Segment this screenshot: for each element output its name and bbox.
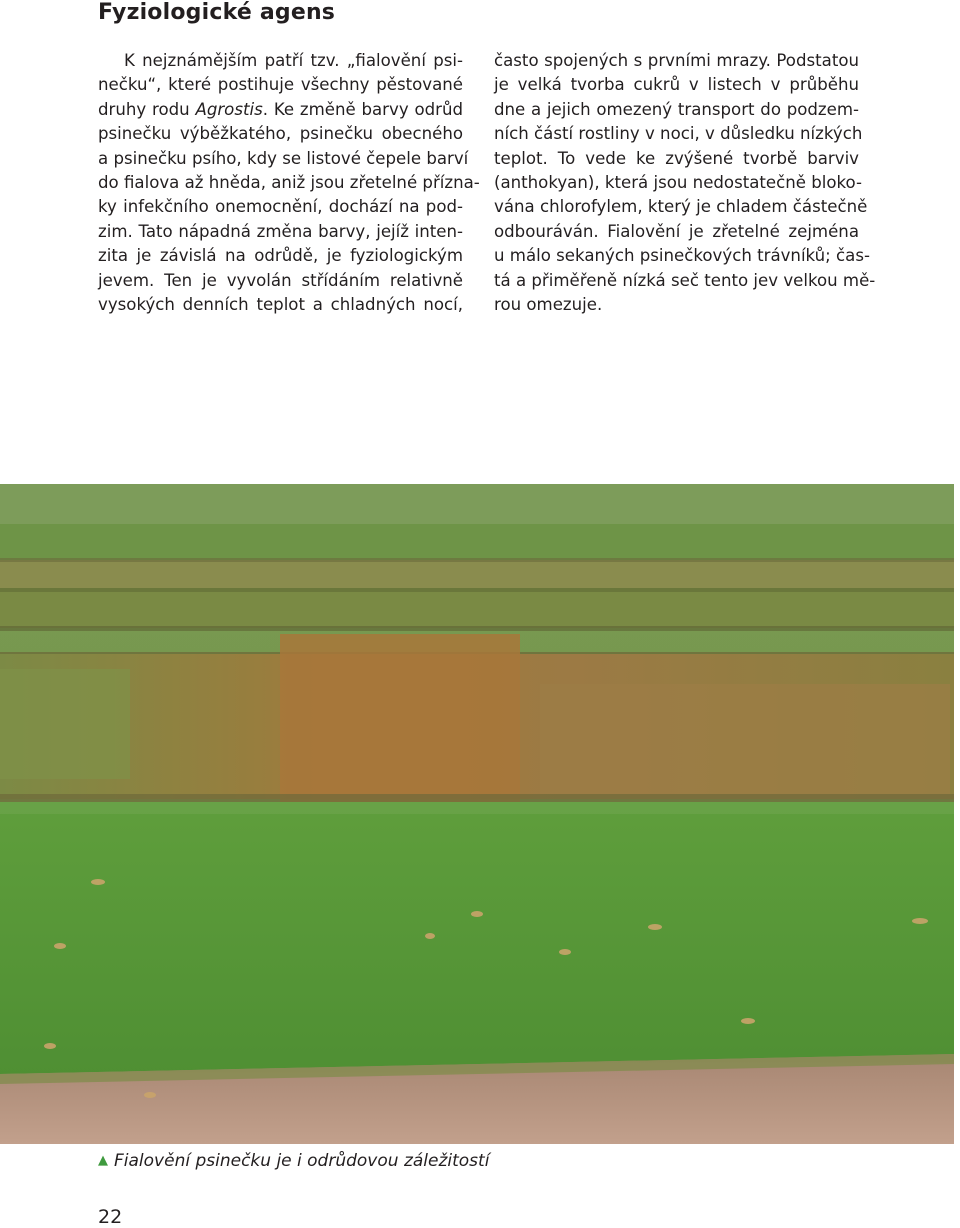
paragraph-line: ních částí rostliny v noci, v důsledku nízkých bbox=[494, 124, 863, 144]
paragraph-line: tá a přiměřeně nízká seč tento jev velkou mě- bbox=[494, 270, 876, 290]
paragraph-line: zim. Tato nápadná změna barvy, jejíž inten- bbox=[98, 221, 463, 241]
section-heading: Fyziologické agens bbox=[98, 0, 336, 25]
figure-caption bbox=[98, 1150, 489, 1172]
paragraph-line: ky infekčního onemocnění, dochází na pod- bbox=[98, 197, 463, 217]
paragraph-line: rou omezuje. bbox=[494, 295, 603, 315]
text-column-left bbox=[98, 49, 480, 317]
paragraph-line: K nejznámějším patří tzv. „fialovění psi- bbox=[124, 51, 463, 70]
paragraph-line: vána chlorofylem, který je chladem částečně bbox=[494, 197, 868, 217]
paragraph-line: u málo sekaných psinečkových trávníků; čas- bbox=[494, 246, 870, 266]
caption-text: Fialovění psinečku je i odrůdovou záležitostí bbox=[114, 1151, 490, 1171]
paragraph-line: teplot. To vede ke zvýšené tvorbě barviv bbox=[494, 148, 859, 168]
paragraph-line: do fialova až hněda, aniž jsou zřetelné přízna- bbox=[98, 173, 480, 193]
page-number: 22 bbox=[98, 1206, 123, 1228]
genus-name: Agrostis bbox=[195, 99, 263, 119]
paragraph-line: jevem. Ten je vyvolán střídáním relativně bbox=[98, 270, 463, 290]
text-column-right bbox=[494, 49, 876, 317]
turfgrass-photo-drawing bbox=[0, 484, 954, 1144]
paragraph-line: psinečku výběžkatého, psinečku obecného bbox=[98, 124, 463, 144]
paragraph-line: vysokých denních teplot a chladných nocí, bbox=[98, 295, 463, 315]
paragraph-line: často spojených s prvními mrazy. Podstatou bbox=[494, 51, 859, 70]
paragraph-line: dne a jejich omezený transport do podzem- bbox=[494, 99, 859, 119]
paragraph-line: a psinečku psího, kdy se listové čepele barví bbox=[98, 148, 469, 168]
triangle-marker-icon: ▲ bbox=[98, 1153, 108, 1168]
paragraph-line: zita je závislá na odrůdě, je fyziologickým bbox=[98, 246, 463, 266]
paragraph-line-with-italic: druhy rodu Agrostis. Ke změně barvy odrůd bbox=[98, 99, 464, 119]
paragraph-line: je velká tvorba cukrů v listech v průběhu bbox=[494, 75, 859, 95]
paragraph-line: nečku“, které postihuje všechny pěstované bbox=[98, 75, 463, 95]
turfgrass-photo bbox=[0, 484, 954, 1144]
paragraph-line: odbouráván. Fialovění je zřetelné zejména bbox=[494, 221, 859, 241]
paragraph-line: (anthokyan), která jsou nedostatečně bloko- bbox=[494, 173, 863, 193]
